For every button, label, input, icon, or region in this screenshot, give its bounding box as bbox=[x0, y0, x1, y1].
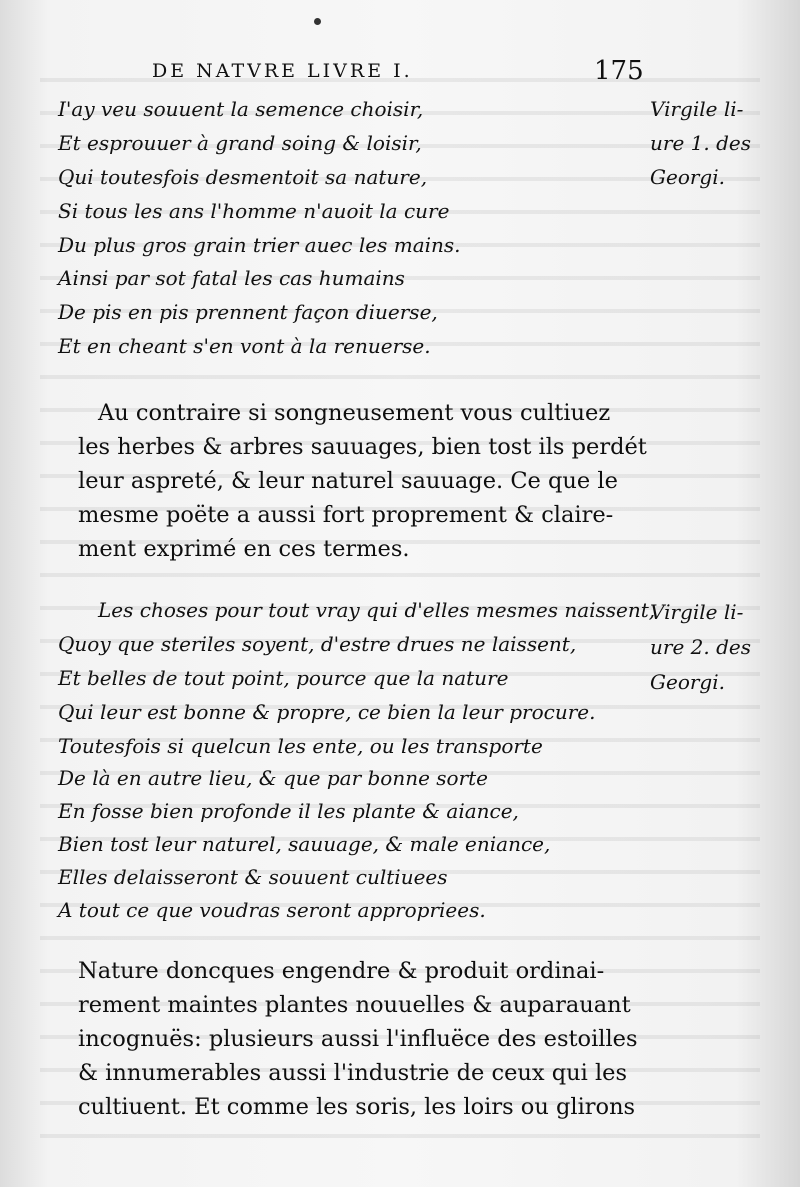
prose-line: Au contraire si songneusement vous cultiuez bbox=[98, 400, 611, 426]
verse-line: Les choses pour tout vray qui d'elles mesmes naissent, bbox=[98, 598, 656, 622]
prose-line: Nature doncques engendre & produit ordinai- bbox=[78, 958, 605, 984]
verse-line: Du plus gros grain trier auec les mains. bbox=[58, 233, 461, 257]
verse-line: De là en autre lieu, & que par bonne sorte bbox=[58, 766, 489, 790]
prose-line: les herbes & arbres sauuages, bien tost ils perdét bbox=[78, 434, 647, 460]
verse-line: A tout ce que voudras seront appropriees. bbox=[58, 898, 486, 922]
prose-line: ment exprimé en ces termes. bbox=[78, 536, 410, 562]
verse-line: I'ay veu souuent la semence choisir, bbox=[58, 97, 424, 121]
verse-line: Bien tost leur naturel, sauuage, & male eniance, bbox=[58, 832, 551, 856]
verse-line: Ainsi par sot fatal les cas humains bbox=[58, 266, 405, 290]
verse-line: Si tous les ans l'homme n'auoit la cure bbox=[58, 199, 450, 223]
margin-note-line: Virgile li- bbox=[650, 600, 744, 624]
verse-line: Qui toutesfois desmentoit sa nature, bbox=[58, 165, 428, 189]
verse-line: Toutesfois si quelcun les ente, ou les transporte bbox=[58, 734, 543, 758]
page-number: 175 bbox=[594, 56, 644, 86]
ink-dot bbox=[314, 18, 321, 25]
verse-line: Elles delaisseront & souuent cultiuees bbox=[58, 865, 448, 889]
margin-note-line: Virgile li- bbox=[650, 97, 744, 121]
margin-note-line: ure 1. des bbox=[650, 131, 751, 155]
prose-line: & innumerables aussi l'industrie de ceux qui les bbox=[78, 1060, 628, 1086]
margin-note-line: Georgi. bbox=[650, 165, 725, 189]
verse-line: Qui leur est bonne & propre, ce bien la leur procure. bbox=[58, 700, 596, 724]
verse-line: Et en cheant s'en vont à la renuerse. bbox=[58, 334, 431, 358]
verse-line: De pis en pis prennent façon diuerse, bbox=[58, 300, 438, 324]
verse-line: Et belles de tout point, pource que la nature bbox=[58, 666, 509, 690]
running-head-title: DE NATVRE LIVRE I. bbox=[152, 60, 413, 82]
margin-note-line: ure 2. des bbox=[650, 635, 751, 659]
margin-note-line: Georgi. bbox=[650, 670, 725, 694]
prose-line: mesme poëte a aussi fort proprement & claire- bbox=[78, 502, 614, 528]
prose-line: cultiuent. Et comme les soris, les loirs ou glirons bbox=[78, 1094, 636, 1120]
prose-line: rement maintes plantes nouuelles & auparauant bbox=[78, 992, 631, 1018]
prose-line: incognuës: plusieurs aussi l'influëce des estoilles bbox=[78, 1026, 638, 1052]
prose-line: leur aspreté, & leur naturel sauuage. Ce que le bbox=[78, 468, 618, 494]
verse-line: Et esprouuer à grand soing & loisir, bbox=[58, 131, 422, 155]
verse-line: Quoy que steriles soyent, d'estre drues ne laissent, bbox=[58, 632, 577, 656]
verse-line: En fosse bien profonde il les plante & aiance, bbox=[58, 799, 519, 823]
